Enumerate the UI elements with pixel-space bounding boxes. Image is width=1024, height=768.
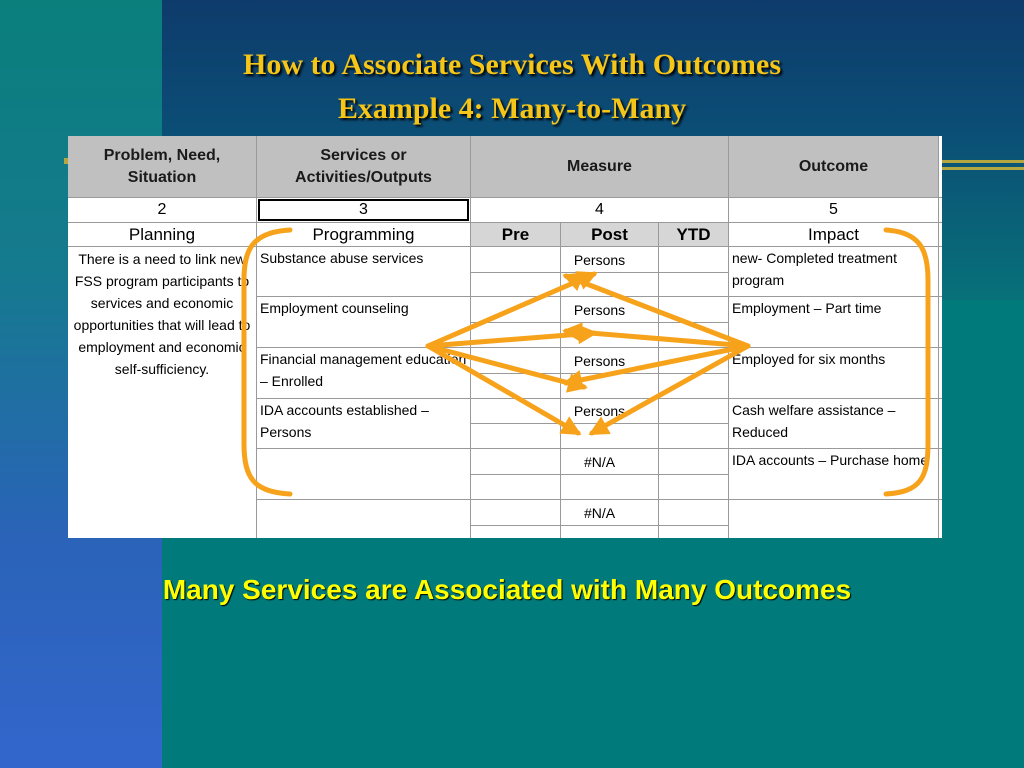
problem-statement: There is a need to link new FSS program participants to services and economic opportunities that will lead to employment and economic self-sufficiency. <box>73 251 251 377</box>
measure-cell: #N/A <box>583 504 616 521</box>
outcome-cell: Employed for six months <box>732 351 886 367</box>
header-problem: Problem, Need, Situation <box>68 136 256 197</box>
column-number-measure: 4 <box>595 201 604 218</box>
service-cell <box>257 449 470 499</box>
column-number-services-selected-cell[interactable]: 3 <box>257 198 470 222</box>
label-planning: Planning <box>128 224 196 244</box>
header-measure: Measure <box>471 136 728 197</box>
outcome-cell <box>729 500 938 538</box>
slide-subtitle: Example 4: Many-to-Many <box>337 92 687 125</box>
decorative-stripe-bottom <box>940 167 1024 170</box>
label-impact: Impact <box>807 224 860 244</box>
label-programming: Programming <box>312 224 415 244</box>
label-pre: Pre <box>471 223 560 246</box>
service-cell: Substance abuse services <box>260 250 424 266</box>
column-number-outcome: 5 <box>829 201 838 218</box>
slide-caption: Many Services are Associated with Many Outcomes <box>162 574 852 605</box>
decorative-stripe-top <box>940 160 1024 163</box>
outcome-cell: new- Completed treatment program <box>732 250 897 288</box>
service-cell: IDA accounts established – Persons <box>260 402 429 440</box>
measure-cell: Persons <box>573 403 626 419</box>
service-cell: Employment counseling <box>260 300 409 316</box>
service-cell <box>257 500 470 538</box>
header-outcome: Outcome <box>729 136 938 197</box>
spreadsheet-table <box>68 136 942 538</box>
header-services: Services or Activities/Outputs <box>257 136 470 197</box>
measure-cell: Persons <box>573 251 626 268</box>
service-cell: Financial management education – Enrolled <box>260 351 467 389</box>
measure-cell: #N/A <box>583 453 616 470</box>
outcome-cell: IDA accounts – Purchase home <box>732 452 929 468</box>
slide-title: How to Associate Services With Outcomes <box>243 48 781 81</box>
column-number-problem: 2 <box>157 201 167 218</box>
outcome-cell: Employment – Part time <box>732 300 882 316</box>
label-post: Post <box>561 223 658 246</box>
label-ytd: YTD <box>659 223 728 246</box>
measure-cell: Persons <box>573 301 626 318</box>
measure-cell: Persons <box>573 352 626 369</box>
outcome-cell: Cash welfare assistance – Reduced <box>732 402 896 440</box>
